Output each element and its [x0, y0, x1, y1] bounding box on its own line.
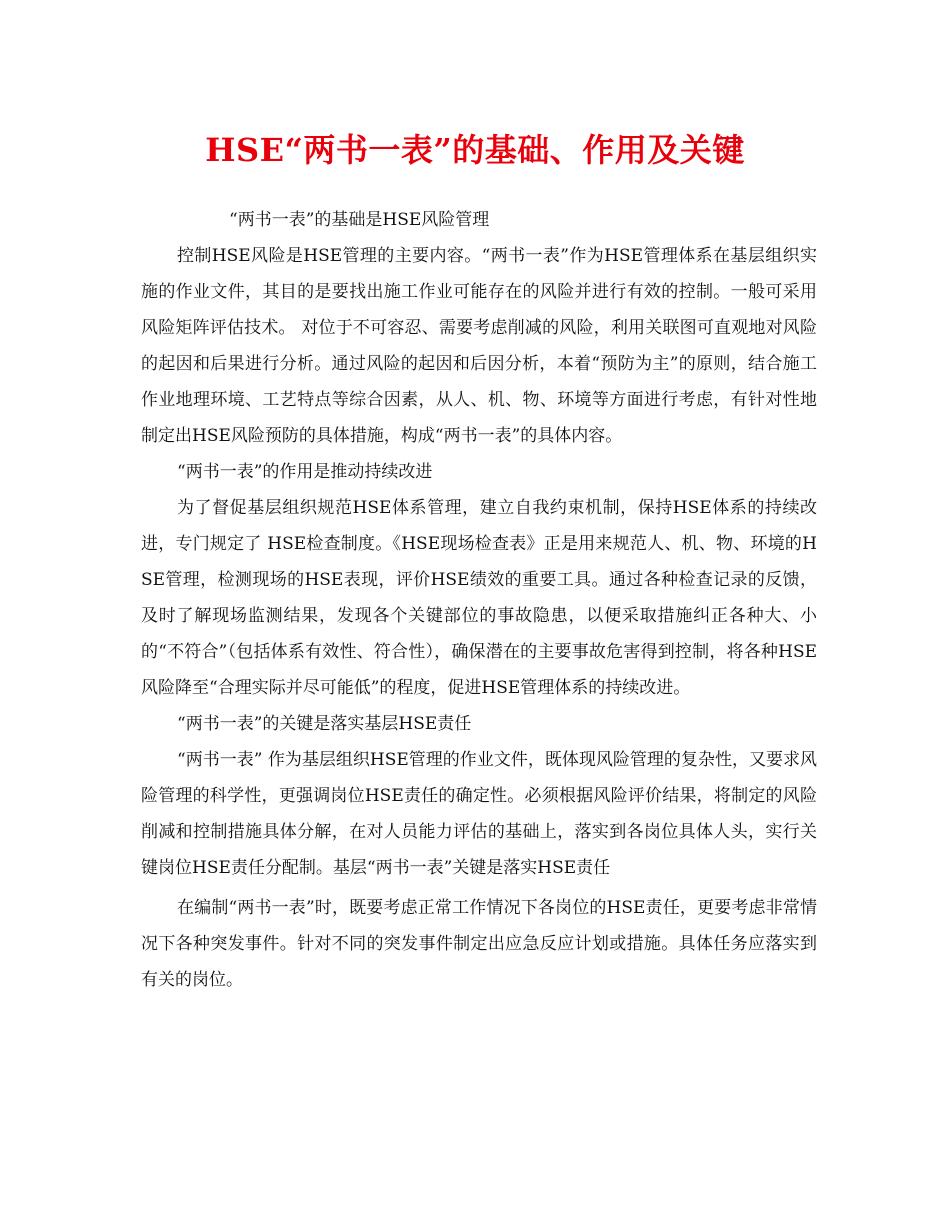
paragraph-foundation: 控制HSE风险是HSE管理的主要内容。“两书一表”作为HSE管理体系在基层组织实施的作业文件，其目的是要找出施工作业可能存在的风险并进行有效的控制。一般可采用风险矩阵评估技术。 对位于不可容忍、需要考虑削减的风险，利用关联图可直观地对风险的起因和后果进行分析。通过风险的起因和后因分析，本着“预防为主”的原则，结合施工作业地理环境、工艺特点等综合因素，从人、机、物、环境等方面进行考虑，有针对性地制定出HSE风险预防的具体措施，构成“两书一表”的具体内容。	[141, 246, 817, 446]
section-heading-function: “两书一表”的作用是推动持续改进	[177, 462, 433, 482]
document-title: HSE“两书一表”的基础、作用及关键	[205, 131, 745, 169]
paragraph-key-emergency: 在编制“两书一表”时，既要考虑正常工作情况下各岗位的HSE责任，更要考虑非常情况下各种突发事件。针对不同的突发事件制定出应急反应计划或措施。具体任务应落实到有关的岗位。	[141, 898, 817, 990]
section-heading-key: “两书一表”的关键是落实基层HSE责任	[177, 714, 472, 734]
document-body	[141, 204, 817, 998]
section-heading-foundation: “两书一表”的基础是HSE风险管理	[229, 210, 490, 230]
paragraph-key-responsibility: “两书一表” 作为基层组织HSE管理的作业文件，既体现风险管理的复杂性，又要求风险管理的科学性，更强调岗位HSE责任的确定性。必须根据风险评价结果，将制定的风险削减和控制措施具体分解，在对人员能力评估的基础上，落实到各岗位具体人头，实行关键岗位HSE责任分配制。基层“两书一表”关键是落实HSE责任	[141, 750, 817, 878]
paragraph-function: 为了督促基层组织规范HSE体系管理，建立自我约束机制，保持HSE体系的持续改进，专门规定了 HSE检查制度。《HSE现场检查表》正是用来规范人、机、物、环境的HSE管理，检测现场的HSE表现，评价HSE绩效的重要工具。通过各种检查记录的反馈，及时了解现场监测结果，发现各个关键部位的事故隐患，以便采取措施纠正各种大、小的“不符合”（包括体系有效性、符合性），确保潜在的主要事故危害得到控制，将各种HSE风险降至“合理实际并尽可能低”的程度，促进HSE管理体系的持续改进。	[141, 498, 817, 698]
